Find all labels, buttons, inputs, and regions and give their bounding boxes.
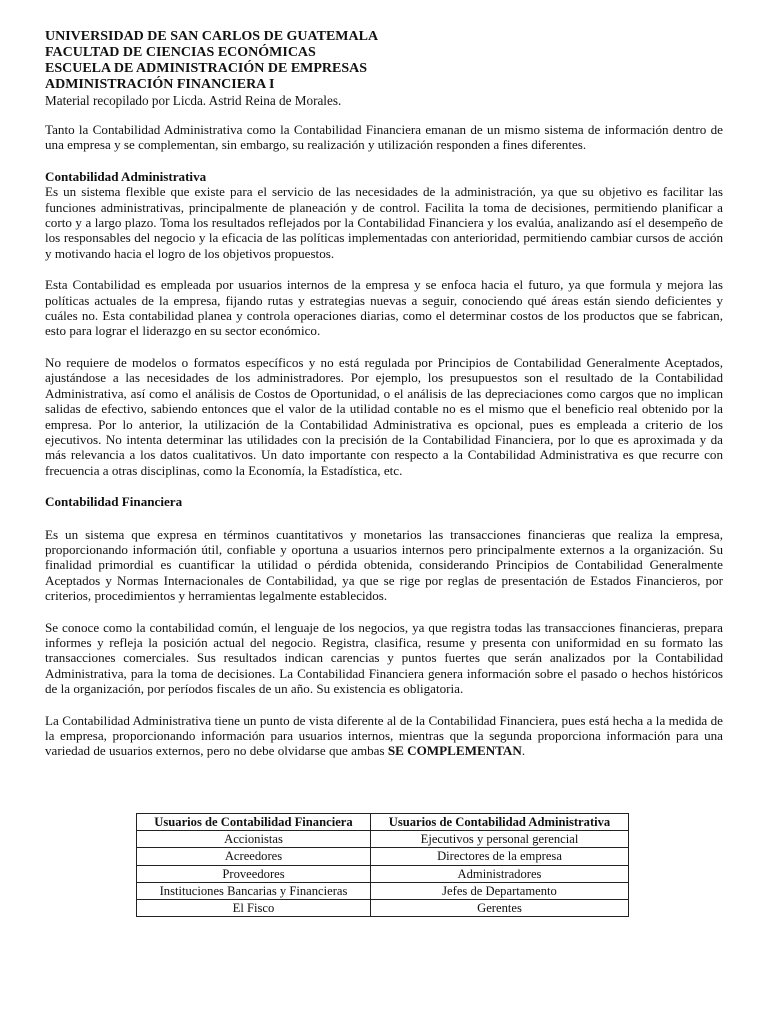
table-cell: Administradores (371, 865, 629, 882)
table-row (137, 882, 629, 899)
paragraph: Esta Contabilidad es empleada por usuarios internos de la empresa y se enfoca hacia el futuro, ya que formula y mejora las políticas actuales de la empresa, fijando rutas y estrategias nuevas a seguir, conociendo qué áreas están siendo deficientes y cuáles no. Esta contabilidad planea y controla operaciones diarias, como el determinar costos de los productos que se fabrican, esto para lograr el liderazgo en su sector económico. (45, 277, 723, 339)
table-row (137, 831, 629, 848)
table-cell: Accionistas (137, 831, 371, 848)
course-name: ADMINISTRACIÓN FINANCIERA I (45, 77, 275, 92)
table-header-administrativa: Usuarios de Contabilidad Administrativa (371, 814, 629, 831)
table-row (137, 900, 629, 917)
university-name: UNIVERSIDAD DE SAN CARLOS DE GUATEMALA (45, 29, 379, 44)
section-title-financiera: Contabilidad Financiera (45, 494, 183, 510)
emphasis-text: SE COMPLEMENTAN (387, 743, 522, 759)
table-header-financiera: Usuarios de Contabilidad Financiera (137, 814, 371, 831)
paragraph (45, 713, 723, 759)
faculty-name: FACULTAD DE CIENCIAS ECONÓMICAS (45, 45, 316, 60)
table-cell: Directores de la empresa (371, 848, 629, 865)
paragraph-text: La Contabilidad Administrativa tiene un punto de vista diferente al de la Contabilidad Financiera, pues está hecha a la medida de la empresa, proporcionando información para usuarios internos, mientras que la segunda proporciona información para una variedad de usuarios externos, pero no debe olvidarse que ambas (45, 712, 723, 759)
paragraph: Se conoce como la contabilidad común, el lenguaje de los negocios, ya que registra todas las transacciones financieras, prepara informes y refleja la posición actual del negocio. Registra, clasifica, resume y presenta con uniformidad en su formato las transacciones comerciales. Sus resultados indican carencias y puntos fuertes que serán analizados por la Contabilidad Administrativa, para la toma de decisiones. La Contabilidad Financiera genera información sobre el pasado o hechos históricos de la organización, por períodos fiscales de un año. Su existencia es obligatoria. (45, 619, 723, 697)
table-cell: Proveedores (137, 865, 371, 882)
paragraph: Es un sistema que expresa en términos cuantitativos y monetarios las transacciones financieras que realiza la empresa, proporcionando información útil, confiable y oportuna a usuarios internos pero principalmente externos a la organización. Su finalidad primordial es cuantificar la utilidad o pérdida obtenida, considerando Principios de Contabilidad Generalmente Aceptados y Normas Internacionales de Contabilidad, ya que se rige por reglas de presentación de Estados Financieros, por criterios, procedimientos y herramientas legalmente establecidos. (45, 526, 723, 604)
author-line: Material recopilado por Licda. Astrid Reina de Morales. (45, 93, 342, 108)
table-cell: El Fisco (137, 900, 371, 917)
table-cell: Jefes de Departamento (371, 882, 629, 899)
table-header-row (137, 814, 629, 831)
table-cell: Ejecutivos y personal gerencial (371, 831, 629, 848)
intro-paragraph: Tanto la Contabilidad Administrativa como la Contabilidad Financiera emanan de un mismo sistema de información dentro de una empresa y se complementan, sin embargo, su realización y utilización responden a fines diferentes. (45, 122, 723, 153)
paragraph: Es un sistema flexible que existe para el servicio de las necesidades de la administración, ya que su objetivo es facilitar las funciones administrativas, principalmente de planeación y de control. Facilita la toma de decisiones, permitiendo planificar a corto y a largo plazo. Toma los resultados reflejados por la Contabilidad Financiera y los evalúa, analizando así el desempeño de los responsables del negocio y la eficacia de las políticas implementadas con anterioridad, permitiendo cambiar cursos de acción y motivando hacia el logro de los objetivos propuestos. (45, 184, 723, 261)
document-header (45, 29, 723, 109)
users-table (136, 813, 629, 917)
paragraph-end: . (521, 743, 526, 759)
table-cell: Gerentes (371, 900, 629, 917)
table-cell: Acreedores (137, 848, 371, 865)
section-title-administrativa: Contabilidad Administrativa (45, 168, 207, 184)
table-row (137, 865, 629, 882)
school-name: ESCUELA DE ADMINISTRACIÓN DE EMPRESAS (45, 61, 368, 76)
paragraph: No requiere de modelos o formatos específicos y no está regulada por Principios de Contabilidad Generalmente Aceptados, ajustándose a las necesidades de los administradores. Por ejemplo, los presupuestos son el resultado de la Contabilidad Administrativa, así como el análisis de Costos de Oportunidad, o el análisis de las depreciaciones como cargos que no implican salidas de efectivo, sabiendo entonces que el valor de la utilidad contable no es el mismo que el beneficio real obtenido por la empresa. Por lo anterior, la utilización de la Contabilidad Administrativa es opcional, pues es empleada a criterio de los ejecutivos. No intenta determinar las utilidades con la precisión de la Contabilidad Financiera, por lo que es aproximada y da más relevancia a los datos cualitativos. Un dato importante con respecto a la Contabilidad Administrativa es que recurre con frecuencia a otras disciplinas, como la Economía, la Estadística, etc. (45, 354, 723, 478)
table-row (137, 848, 629, 865)
table-cell: Instituciones Bancarias y Financieras (137, 882, 371, 899)
